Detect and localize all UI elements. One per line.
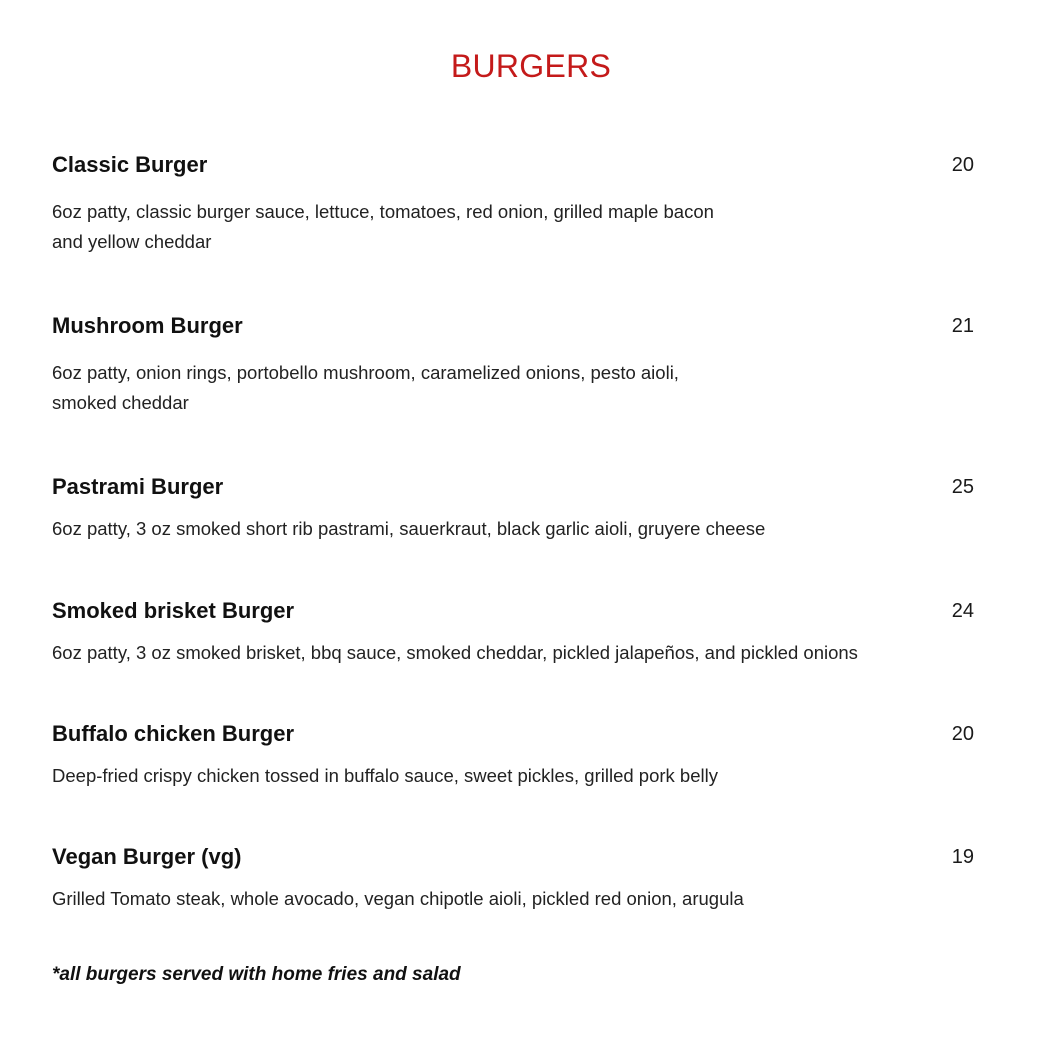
item-name: Smoked brisket Burger [52, 598, 295, 623]
item-name: Buffalo chicken Burger [52, 721, 295, 746]
menu-item-mushroom-burger [52, 313, 974, 418]
item-name: Classic Burger [52, 152, 208, 177]
menu-item-vegan-burger [52, 844, 974, 914]
item-name: Pastrami Burger [52, 474, 224, 499]
description-line: 6oz patty, 3 oz smoked short rib pastrami, sauerkraut, black garlic aioli, gruyere cheese [52, 518, 766, 539]
item-description [52, 761, 974, 791]
item-price: 20 [951, 154, 974, 176]
item-price: 25 [951, 476, 974, 498]
item-name: Mushroom Burger [52, 313, 243, 338]
item-price: 20 [951, 723, 974, 745]
item-description [52, 638, 974, 668]
description-line: smoked cheddar [52, 392, 189, 413]
description-line: and yellow cheddar [52, 231, 212, 252]
menu-item-pastrami-burger [52, 474, 974, 544]
item-description [52, 197, 974, 257]
item-description [52, 884, 974, 914]
menu-footnote: *all burgers served with home fries and salad [52, 964, 461, 985]
menu-title: BURGERS [450, 48, 612, 84]
item-description [52, 358, 974, 418]
menu-item-smoked-brisket-burger [52, 598, 974, 668]
description-line: Grilled Tomato steak, whole avocado, vegan chipotle aioli, pickled red onion, arugula [52, 888, 744, 909]
item-price: 21 [951, 315, 974, 337]
description-line: 6oz patty, classic burger sauce, lettuce, tomatoes, red onion, grilled maple bacon [52, 201, 714, 222]
description-line: 6oz patty, 3 oz smoked brisket, bbq sauce, smoked cheddar, pickled jalapeños, and pickled onions [52, 642, 858, 663]
item-price: 24 [951, 600, 974, 622]
item-name: Vegan Burger (vg) [52, 844, 242, 869]
description-line: 6oz patty, onion rings, portobello mushroom, caramelized onions, pesto aioli, [52, 362, 679, 383]
item-price: 19 [951, 846, 974, 868]
menu-item-buffalo-chicken-burger [52, 721, 974, 791]
item-description [52, 514, 974, 544]
menu-item-classic-burger [52, 152, 974, 257]
description-line: Deep-fried crispy chicken tossed in buffalo sauce, sweet pickles, grilled pork belly [52, 765, 718, 786]
